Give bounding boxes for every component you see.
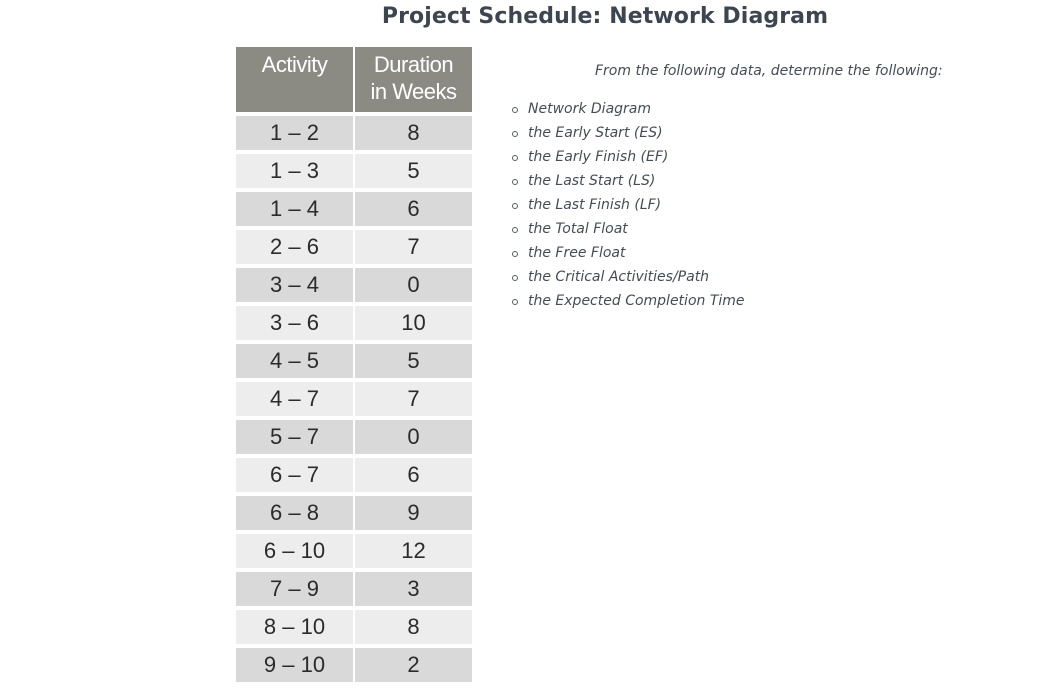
- activity-cell: 1 – 2: [236, 114, 354, 152]
- list-item: [510, 145, 1030, 169]
- duration-header-line2: in Weeks: [370, 79, 457, 104]
- duration-cell: 6: [354, 456, 472, 494]
- bullet-icon: [512, 107, 518, 113]
- bullet-icon: [512, 227, 518, 233]
- duration-cell: 0: [354, 418, 472, 456]
- table-row: [236, 114, 472, 152]
- table-row: [236, 456, 472, 494]
- list-item-text: the Total Float: [528, 221, 628, 237]
- table-row: [236, 266, 472, 304]
- activity-cell: 3 – 6: [236, 304, 354, 342]
- activity-cell: 6 – 10: [236, 532, 354, 570]
- bullet-icon: [512, 203, 518, 209]
- activity-cell: 1 – 3: [236, 152, 354, 190]
- table-row: [236, 570, 472, 608]
- bullet-icon: [512, 251, 518, 257]
- bullet-icon: [512, 131, 518, 137]
- table-row: [236, 304, 472, 342]
- list-item: [510, 97, 1030, 121]
- list-item: [510, 265, 1030, 289]
- list-item: [510, 193, 1030, 217]
- page-title: Project Schedule: Network Diagram: [381, 4, 829, 29]
- duration-cell: 5: [354, 342, 472, 380]
- list-item-text: the Free Float: [528, 245, 626, 261]
- list-item-text: the Last Start (LS): [528, 173, 656, 189]
- activity-cell: 5 – 7: [236, 418, 354, 456]
- table-row: [236, 494, 472, 532]
- duration-cell: 8: [354, 114, 472, 152]
- activity-header-label: Activity: [261, 52, 328, 77]
- list-item-text: the Last Finish (LF): [528, 197, 662, 213]
- duration-cell: 12: [354, 532, 472, 570]
- activity-cell: 6 – 7: [236, 456, 354, 494]
- table-row: [236, 380, 472, 418]
- activity-cell: 7 – 9: [236, 570, 354, 608]
- activity-cell: 6 – 8: [236, 494, 354, 532]
- duration-cell: 9: [354, 494, 472, 532]
- table-row: [236, 342, 472, 380]
- duration-cell: 10: [354, 304, 472, 342]
- duration-cell: 7: [354, 380, 472, 418]
- list-item: [510, 217, 1030, 241]
- schedule-table: [236, 47, 472, 686]
- list-item: [510, 169, 1030, 193]
- bullet-icon: [512, 299, 518, 305]
- list-item-text: Network Diagram: [528, 101, 652, 117]
- list-item-text: the Critical Activities/Path: [528, 269, 710, 285]
- table-row: [236, 532, 472, 570]
- table-header-row: [236, 47, 472, 114]
- duration-cell: 5: [354, 152, 472, 190]
- table-row: [236, 418, 472, 456]
- table-row: [236, 228, 472, 266]
- activity-cell: 8 – 10: [236, 608, 354, 646]
- list-item-text: the Early Finish (EF): [528, 149, 669, 165]
- duration-cell: 0: [354, 266, 472, 304]
- duration-column-header: [354, 47, 472, 114]
- activity-cell: 4 – 7: [236, 380, 354, 418]
- table-row: [236, 152, 472, 190]
- activity-column-header: [236, 47, 354, 114]
- instructions-intro: From the following data, determine the following:: [595, 63, 943, 79]
- list-item: [510, 241, 1030, 265]
- table-row: [236, 190, 472, 228]
- duration-cell: 8: [354, 608, 472, 646]
- list-item: [510, 121, 1030, 145]
- bullet-icon: [512, 275, 518, 281]
- activity-cell: 4 – 5: [236, 342, 354, 380]
- bullet-icon: [512, 179, 518, 185]
- table-row: [236, 646, 472, 684]
- duration-header-line1: Duration: [373, 52, 454, 77]
- list-item: [510, 289, 1030, 313]
- duration-cell: 2: [354, 646, 472, 684]
- activity-cell: 3 – 4: [236, 266, 354, 304]
- bullet-icon: [512, 155, 518, 161]
- activity-cell: 2 – 6: [236, 228, 354, 266]
- table-row: [236, 608, 472, 646]
- instructions-panel: [510, 62, 1030, 313]
- list-item-text: the Expected Completion Time: [528, 293, 745, 309]
- duration-cell: 6: [354, 190, 472, 228]
- list-item-text: the Early Start (ES): [528, 125, 663, 141]
- duration-cell: 3: [354, 570, 472, 608]
- activity-cell: 1 – 4: [236, 190, 354, 228]
- activity-cell: 9 – 10: [236, 646, 354, 684]
- duration-cell: 7: [354, 228, 472, 266]
- task-list: [510, 97, 1030, 313]
